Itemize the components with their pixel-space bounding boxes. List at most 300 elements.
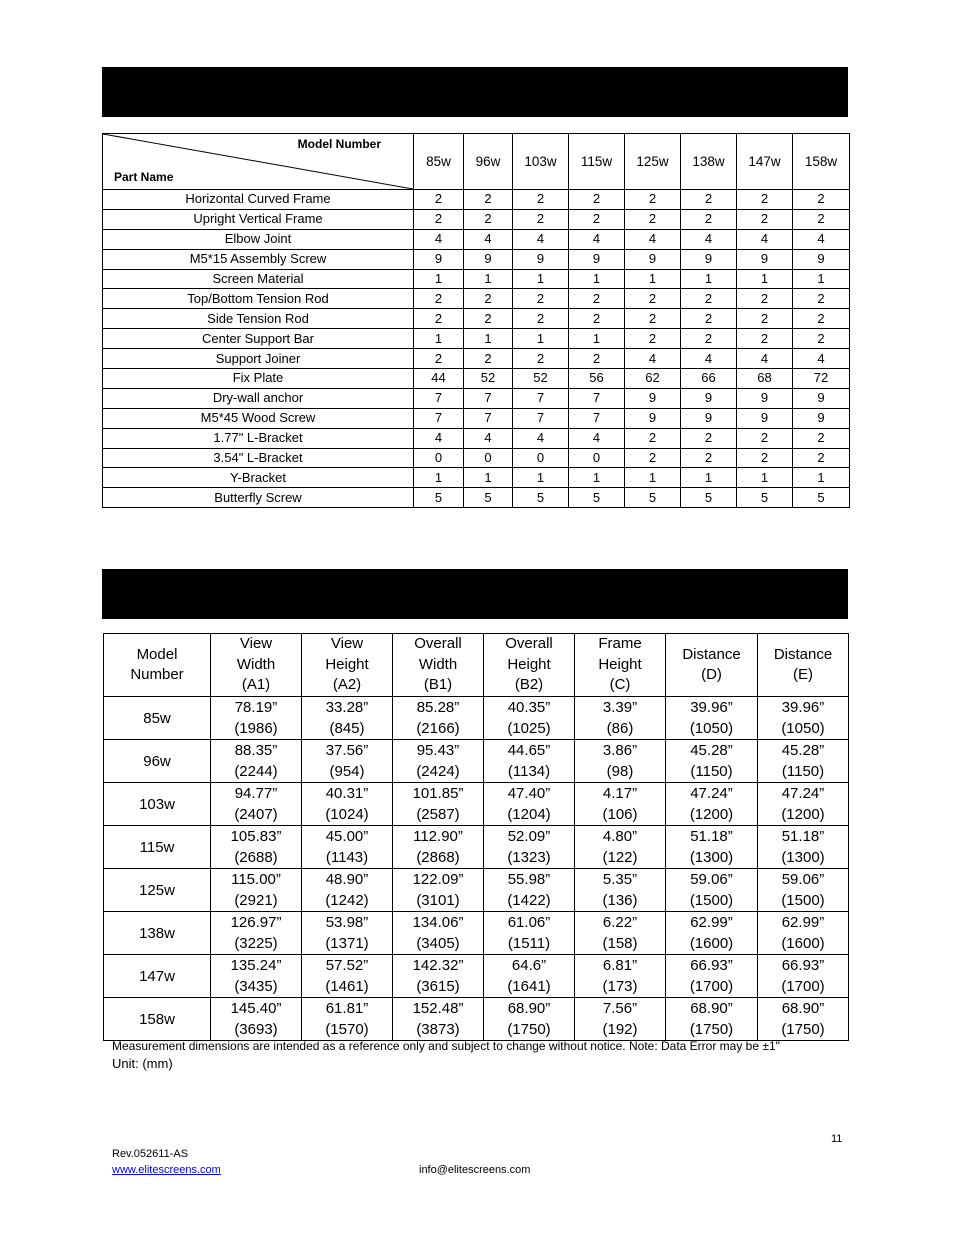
table-row: [103, 229, 850, 249]
mm-value: (3693): [234, 1021, 278, 1038]
header-line: Height: [325, 655, 369, 673]
dimension-cell: [666, 998, 758, 1041]
model-cell: 96w: [104, 740, 211, 783]
header-model-number: Model Number: [297, 137, 381, 151]
inch-value: 45.00”: [325, 828, 369, 845]
quantity-cell: 56: [569, 369, 625, 389]
quantity-cell: 2: [414, 209, 464, 229]
part-name-cell: Side Tension Rod: [103, 309, 414, 329]
quantity-cell: 9: [737, 388, 793, 408]
mm-value: (2424): [416, 763, 460, 780]
quantity-cell: 2: [625, 190, 681, 210]
quantity-cell: 2: [681, 209, 737, 229]
part-name-cell: Upright Vertical Frame: [103, 209, 414, 229]
quantity-cell: 4: [464, 229, 513, 249]
quantity-cell: 9: [625, 388, 681, 408]
inch-value: 4.80”: [602, 828, 638, 845]
dimension-cell: [484, 826, 575, 869]
quantity-cell: 1: [625, 468, 681, 488]
inch-value: 55.98”: [507, 871, 551, 888]
inch-value: 47.40”: [507, 785, 551, 802]
quantity-cell: 9: [681, 388, 737, 408]
inch-value: 66.93”: [781, 957, 825, 974]
dimension-cell: [211, 740, 302, 783]
mm-value: (136): [602, 892, 638, 909]
section-header-bar-parts: [102, 67, 848, 117]
part-name-cell: Screen Material: [103, 269, 414, 289]
quantity-cell: 2: [737, 329, 793, 349]
mm-value: (1750): [781, 1021, 825, 1038]
dimension-cell: [302, 998, 393, 1041]
quantity-cell: 7: [414, 388, 464, 408]
inch-value: 64.6”: [511, 957, 547, 974]
mm-value: (1700): [781, 978, 825, 995]
quantity-cell: 2: [681, 309, 737, 329]
quantity-cell: 0: [414, 448, 464, 468]
diagonal-header-cell: [103, 134, 414, 190]
quantity-cell: 2: [569, 309, 625, 329]
mm-value: (1371): [325, 935, 369, 952]
mm-value: (3405): [416, 935, 460, 952]
table-row: [103, 428, 850, 448]
table-row: [103, 388, 850, 408]
mm-value: (845): [329, 720, 365, 737]
quantity-cell: 4: [513, 229, 569, 249]
header-line: (D): [701, 666, 722, 683]
mm-value: (3101): [416, 892, 460, 909]
quantity-cell: 5: [793, 488, 850, 508]
mm-value: (1600): [689, 935, 734, 952]
quantity-cell: 2: [793, 428, 850, 448]
inch-value: 44.65”: [507, 742, 551, 759]
quantity-cell: 52: [513, 369, 569, 389]
dimension-cell: [302, 697, 393, 740]
table-row: [104, 783, 849, 826]
dimension-cell: [758, 740, 849, 783]
dimension-header-cell: [575, 634, 666, 697]
model-header: 158w: [793, 134, 850, 190]
inch-value: 126.97”: [230, 914, 282, 931]
quantity-cell: 1: [793, 269, 850, 289]
table-row: [103, 249, 850, 269]
mm-value: (2868): [416, 849, 460, 866]
dimension-header-cell: [211, 634, 302, 697]
quantity-cell: 5: [625, 488, 681, 508]
quantity-cell: 2: [737, 209, 793, 229]
header-line: View: [239, 635, 273, 653]
quantity-cell: 7: [569, 388, 625, 408]
website-link[interactable]: www.elitescreens.com: [112, 1164, 221, 1176]
quantity-cell: 1: [569, 269, 625, 289]
quantity-cell: 2: [513, 209, 569, 229]
header-line: Height: [507, 655, 551, 673]
mm-value: (3225): [234, 935, 278, 952]
quantity-cell: 4: [681, 349, 737, 369]
quantity-cell: 2: [569, 289, 625, 309]
dimension-cell: [393, 740, 484, 783]
inch-value: 48.90”: [325, 871, 369, 888]
dimension-cell: [393, 826, 484, 869]
quantity-cell: 1: [513, 269, 569, 289]
mm-value: (1242): [325, 892, 369, 909]
quantity-cell: 5: [569, 488, 625, 508]
mm-value: (1150): [781, 763, 825, 780]
quantity-cell: 9: [793, 408, 850, 428]
quantity-cell: 4: [625, 349, 681, 369]
mm-value: (1422): [507, 892, 551, 909]
model-cell: 85w: [104, 697, 211, 740]
dimension-cell: [211, 869, 302, 912]
mm-value: (1300): [689, 849, 734, 866]
quantity-cell: 62: [625, 369, 681, 389]
model-header: 115w: [569, 134, 625, 190]
mm-value: (954): [329, 763, 365, 780]
dimension-header-cell: [393, 634, 484, 697]
header-line: Distance: [682, 645, 741, 663]
quantity-cell: 7: [464, 388, 513, 408]
inch-value: 5.35”: [602, 871, 638, 888]
dimension-cell: [484, 783, 575, 826]
part-name-cell: M5*15 Assembly Screw: [103, 249, 414, 269]
quantity-cell: 2: [414, 289, 464, 309]
quantity-cell: 7: [513, 388, 569, 408]
table-row: [103, 190, 850, 210]
table-row: [103, 369, 850, 389]
mm-value: (1050): [781, 720, 825, 737]
mm-value: (1461): [325, 978, 369, 995]
part-name-cell: Dry-wall anchor: [103, 388, 414, 408]
quantity-cell: 1: [569, 468, 625, 488]
inch-value: 47.24”: [690, 785, 733, 802]
quantity-cell: 9: [625, 408, 681, 428]
inch-value: 85.28”: [416, 699, 460, 716]
quantity-cell: 4: [569, 428, 625, 448]
part-name-cell: Y-Bracket: [103, 468, 414, 488]
quantity-cell: 4: [625, 229, 681, 249]
part-name-cell: Center Support Bar: [103, 329, 414, 349]
dimension-cell: [211, 955, 302, 998]
mm-value: (86): [606, 720, 634, 737]
quantity-cell: 1: [464, 329, 513, 349]
mm-value: (2407): [234, 806, 278, 823]
dimension-cell: [575, 912, 666, 955]
part-name-cell: 1.77" L-Bracket: [103, 428, 414, 448]
mm-value: (1300): [781, 849, 825, 866]
dimension-cell: [393, 912, 484, 955]
table-row: [103, 488, 850, 508]
inch-value: 53.98”: [325, 914, 369, 931]
inch-value: 4.17”: [602, 785, 638, 802]
mm-value: (1050): [689, 720, 734, 737]
model-header: 85w: [414, 134, 464, 190]
quantity-cell: 4: [793, 349, 850, 369]
dimension-cell: [758, 697, 849, 740]
mm-value: (1700): [689, 978, 734, 995]
mm-value: (1025): [507, 720, 551, 737]
dimension-header-cell: [484, 634, 575, 697]
dimension-cell: [575, 955, 666, 998]
mm-value: (2166): [416, 720, 460, 737]
dimension-cell: [211, 697, 302, 740]
dimension-cell: [393, 783, 484, 826]
inch-value: 122.09”: [412, 871, 464, 888]
quantity-cell: 9: [793, 249, 850, 269]
section-header-bar-dimensions: [102, 569, 848, 619]
inch-value: 6.81”: [602, 957, 638, 974]
quantity-cell: 2: [625, 448, 681, 468]
inch-value: 45.28”: [690, 742, 733, 759]
header-line: (E): [793, 666, 813, 683]
part-name-cell: Top/Bottom Tension Rod: [103, 289, 414, 309]
mm-value: (1200): [689, 806, 734, 823]
mm-value: (1986): [234, 720, 278, 737]
quantity-cell: 1: [737, 269, 793, 289]
mm-value: (1500): [781, 892, 825, 909]
mm-value: (1134): [507, 763, 551, 780]
model-header: 138w: [681, 134, 737, 190]
dimension-cell: [758, 826, 849, 869]
dimension-cell: [484, 740, 575, 783]
quantity-cell: 1: [513, 329, 569, 349]
quantity-cell: 2: [793, 329, 850, 349]
dimension-cell: [666, 955, 758, 998]
quantity-cell: 52: [464, 369, 513, 389]
quantity-cell: 2: [464, 309, 513, 329]
quantity-cell: 1: [414, 468, 464, 488]
quantity-cell: 2: [737, 289, 793, 309]
parts-header-row: [103, 134, 850, 190]
part-name-cell: Fix Plate: [103, 369, 414, 389]
quantity-cell: 72: [793, 369, 850, 389]
table-row: [103, 408, 850, 428]
model-cell: 103w: [104, 783, 211, 826]
inch-value: 78.19”: [234, 699, 278, 716]
quantity-cell: 2: [569, 349, 625, 369]
part-name-cell: M5*45 Wood Screw: [103, 408, 414, 428]
dimension-cell: [302, 826, 393, 869]
dimension-cell: [393, 998, 484, 1041]
dimension-cell: [393, 869, 484, 912]
mm-value: (106): [602, 806, 638, 823]
quantity-cell: 2: [681, 329, 737, 349]
inch-value: 59.06”: [690, 871, 733, 888]
inch-value: 88.35”: [234, 742, 278, 759]
quantity-cell: 2: [513, 190, 569, 210]
inch-value: 39.96”: [781, 699, 825, 716]
inch-value: 61.06”: [507, 914, 551, 931]
header-line: Height: [598, 655, 642, 673]
quantity-cell: 2: [737, 448, 793, 468]
mm-value: (173): [602, 978, 638, 995]
header-part-name: Part Name: [114, 170, 174, 184]
dimension-header-cell: [666, 634, 758, 697]
mm-value: (1150): [690, 763, 733, 780]
quantity-cell: 1: [464, 269, 513, 289]
header-line: (A1): [241, 676, 271, 694]
inch-value: 94.77”: [234, 785, 278, 802]
quantity-cell: 2: [414, 349, 464, 369]
inch-value: 52.09”: [507, 828, 551, 845]
table-row: [104, 826, 849, 869]
inch-value: 51.18”: [781, 828, 825, 845]
header-line: View: [330, 635, 364, 653]
header-line: Distance: [773, 645, 833, 663]
dimension-cell: [211, 826, 302, 869]
mm-value: (1570): [325, 1021, 369, 1038]
model-cell: 115w: [104, 826, 211, 869]
inch-value: 101.85”: [412, 785, 464, 802]
quantity-cell: 2: [569, 190, 625, 210]
inch-value: 51.18”: [690, 828, 733, 845]
dimension-cell: [302, 912, 393, 955]
inch-value: 105.83”: [230, 828, 282, 845]
inch-value: 68.90”: [507, 1000, 551, 1017]
model-cell: 158w: [104, 998, 211, 1041]
inch-value: 68.90”: [781, 1000, 825, 1017]
quantity-cell: 2: [681, 190, 737, 210]
quantity-cell: 2: [793, 289, 850, 309]
inch-value: 57.52”: [325, 957, 369, 974]
mm-value: (98): [606, 763, 634, 780]
quantity-cell: 9: [793, 388, 850, 408]
revision-code: Rev.052611-AS: [112, 1148, 189, 1160]
header-line: Frame: [598, 635, 642, 653]
inch-value: 59.06”: [781, 871, 825, 888]
table-row: [104, 955, 849, 998]
quantity-cell: 2: [513, 289, 569, 309]
quantity-cell: 7: [513, 408, 569, 428]
inch-value: 112.90”: [413, 828, 463, 845]
dimension-cell: [758, 912, 849, 955]
dimension-cell: [484, 869, 575, 912]
header-line: Number: [130, 666, 184, 683]
part-name-cell: Horizontal Curved Frame: [103, 190, 414, 210]
inch-value: 115.00”: [231, 871, 281, 888]
mm-value: (3873): [416, 1021, 460, 1038]
quantity-cell: 5: [681, 488, 737, 508]
mm-value: (1143): [325, 849, 369, 866]
quantity-cell: 2: [464, 209, 513, 229]
quantity-cell: 5: [414, 488, 464, 508]
inch-value: 47.24”: [781, 785, 825, 802]
parts-list-table: [102, 133, 850, 508]
quantity-cell: 68: [737, 369, 793, 389]
quantity-cell: 9: [737, 249, 793, 269]
quantity-cell: 4: [737, 229, 793, 249]
dimension-cell: [484, 998, 575, 1041]
mm-value: (158): [602, 935, 638, 952]
part-name-cell: 3.54" L-Bracket: [103, 448, 414, 468]
table-row: [104, 740, 849, 783]
quantity-cell: 2: [625, 428, 681, 448]
table-row: [103, 269, 850, 289]
mm-value: (2587): [416, 806, 460, 823]
dimension-cell: [666, 697, 758, 740]
quantity-cell: 9: [414, 249, 464, 269]
dimension-cell: [666, 869, 758, 912]
quantity-cell: 5: [737, 488, 793, 508]
quantity-cell: 1: [681, 468, 737, 488]
quantity-cell: 9: [513, 249, 569, 269]
quantity-cell: 9: [681, 408, 737, 428]
quantity-cell: 2: [414, 309, 464, 329]
dimension-cell: [666, 740, 758, 783]
inch-value: 142.32”: [412, 957, 464, 974]
mm-value: (122): [602, 849, 638, 866]
dimension-cell: [575, 783, 666, 826]
table-row: [103, 289, 850, 309]
part-name-cell: Butterfly Screw: [103, 488, 414, 508]
quantity-cell: 9: [464, 249, 513, 269]
mm-value: (192): [602, 1021, 638, 1038]
quantity-cell: 4: [464, 428, 513, 448]
quantity-cell: 2: [625, 209, 681, 229]
model-cell: 147w: [104, 955, 211, 998]
quantity-cell: 2: [793, 190, 850, 210]
quantity-cell: 2: [793, 309, 850, 329]
quantity-cell: 2: [737, 190, 793, 210]
header-line: Width: [236, 655, 276, 673]
model-cell: 138w: [104, 912, 211, 955]
email-address: info@elitescreens.com: [419, 1164, 531, 1176]
quantity-cell: 4: [569, 229, 625, 249]
table-row: [104, 697, 849, 740]
inch-value: 37.56”: [325, 742, 369, 759]
dimension-cell: [302, 955, 393, 998]
dimension-header-cell: [758, 634, 849, 697]
dimension-cell: [484, 955, 575, 998]
inch-value: 68.90”: [690, 1000, 733, 1017]
quantity-cell: 2: [793, 209, 850, 229]
quantity-cell: 9: [681, 249, 737, 269]
table-row: [103, 329, 850, 349]
mm-value: (1641): [507, 978, 551, 995]
dimension-cell: [666, 912, 758, 955]
quantity-cell: 2: [625, 289, 681, 309]
quantity-cell: 0: [513, 448, 569, 468]
header-line: Overall: [414, 635, 462, 653]
quantity-cell: 1: [681, 269, 737, 289]
quantity-cell: 4: [414, 428, 464, 448]
dimension-cell: [393, 955, 484, 998]
quantity-cell: 7: [464, 408, 513, 428]
dimension-cell: [758, 869, 849, 912]
quantity-cell: 66: [681, 369, 737, 389]
inch-value: 7.56”: [602, 1000, 638, 1017]
quantity-cell: 4: [793, 229, 850, 249]
header-line: (C): [609, 676, 631, 694]
dimension-cell: [484, 697, 575, 740]
quantity-cell: 9: [625, 249, 681, 269]
dimension-cell: [666, 783, 758, 826]
quantity-cell: 2: [793, 448, 850, 468]
quantity-cell: 4: [681, 229, 737, 249]
quantity-cell: 0: [464, 448, 513, 468]
table-row: [103, 309, 850, 329]
model-cell: 125w: [104, 869, 211, 912]
quantity-cell: 2: [681, 428, 737, 448]
inch-value: 45.28”: [781, 742, 825, 759]
quantity-cell: 1: [569, 329, 625, 349]
dimension-cell: [758, 783, 849, 826]
quantity-cell: 1: [414, 329, 464, 349]
model-header: 103w: [513, 134, 569, 190]
quantity-cell: 5: [464, 488, 513, 508]
header-line: Model: [136, 645, 178, 663]
inch-value: 134.06”: [412, 914, 464, 931]
table-row: [103, 209, 850, 229]
mm-value: (2921): [234, 892, 278, 909]
